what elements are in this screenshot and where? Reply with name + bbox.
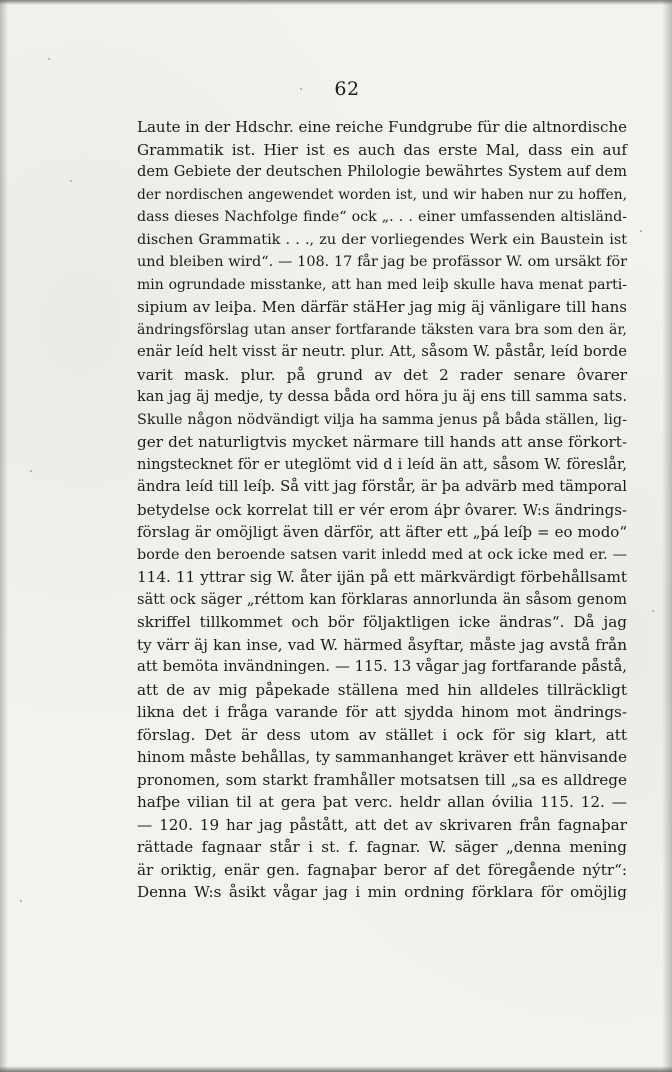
scan-speck [70,180,72,182]
text-line: Grammatik ist. Hier ist es auch das erste Mal, dass ein auf [137,140,627,159]
text-line: ningstecknet för er uteglömt vid d i leíd än att, såsom W. föreslår, [137,455,627,473]
text-line: att bemöta invändningen. — 115. 13 vågar jag fortfarande påstå, [137,658,627,675]
text-line: rättade fagnaar står i st. f. fagnar. W. säger „denna mening [137,838,627,856]
text-line: dem Gebiete der deutschen Philologie bewährtes System auf dem [137,163,627,180]
text-line: Denna W:s åsikt vågar jag i min ordning förklara för omöjlig [137,883,627,901]
text-line: att de av mig påpekade ställena med hin alldeles tillräckligt [137,680,627,699]
scan-speck [640,230,642,232]
scan-speck [20,900,22,902]
text-line: likna det i fråga varande för att sjydda hinom mot ändrings- [137,703,627,721]
scan-speck [48,58,50,60]
text-line: und bleiben wird“. — 108. 17 får jag be profässor W. om ursäkt för [137,254,627,270]
text-line: min ogrundade misstanke, att han med leiþ skulle hava menat parti- [137,276,627,293]
text-line: — 120. 19 har jag påstått, att det av skrivaren från fagnaþar [137,815,627,834]
text-line: hafþe vilian til at gera þat verc. heldr allan óvilia 115. 12. — [137,793,627,811]
body-text [137,116,627,904]
scan-edge-top [0,0,672,5]
text-line: skriffel tillkommet och bör följaktligen icke ändras“. Då jag [137,613,627,631]
text-line: betydelse ock korrelat till er vér erom áþr ôvarer. W:s ändrings- [137,500,627,519]
scan-speck [652,610,654,612]
text-line: Skulle någon nödvändigt vilja ha samma jenus på båda ställen, lig- [137,411,627,428]
text-line: dischen Grammatik . . ., zu der vorliegendes Werk ein Baustein ist [137,231,627,248]
text-line: ty värr äj kan inse, vad W. härmed åsyftar, måste jag avstå från [137,635,627,654]
text-line: der nordischen angewendet worden ist, und wir haben nur zu hoffen, [137,186,627,203]
text-line: varit mask. plur. på grund av det 2 rader senare ôvarer [137,365,627,384]
scan-edge-right [662,0,672,1072]
text-line: är oriktig, enär gen. fagnaþar beror af det föregående nýtr“: [137,860,627,879]
text-line: enär leíd helt visst är neutr. plur. Att, såsom W. påstår, leíd borde [137,343,627,360]
text-line: borde den beroende satsen varit inledd med at ock icke med er. — [137,546,627,563]
scan-edge-left [0,0,8,1072]
text-line: ger det naturligtvis mycket närmare till hands att anse förkort- [137,433,627,451]
text-line: 114. 11 yttrar sig W. åter ijän på ett märkvärdigt förbehållsamt [137,568,627,586]
text-line: hinom måste behållas, ty sammanhanget kräver ett hänvisande [137,748,627,766]
scan-speck [30,470,32,472]
text-line: sätt ock säger „réttom kan förklaras annorlunda än såsom genom [137,590,627,608]
text-line: sipium av leiþa. Men därfär stäHer jag mig äj vänligare till hans [137,298,627,316]
text-line: ändringsförslag utan anser fortfarande täksten vara bra som den är, [137,321,627,338]
scan-edge-bottom [0,1066,672,1072]
page-number: 62 [334,78,360,100]
text-line: dass dieses Nachfolge finde“ ock „. . . einer umfassenden altisländ- [137,209,627,225]
text-line: pronomen, som starkt framhåller motsatsen till „sa es alldrege [137,770,627,789]
text-line: ändra leíd till leíþ. Så vitt jag förstår, är þa advärb med tämporal [137,478,627,495]
text-line: förslag. Det är dess utom av stället i ock för sig klart, att [137,725,627,744]
text-line: Laute in der Hdschr. eine reiche Fundgrube für die altnordische [137,118,627,136]
text-line: förslag är omöjligt även därför, att äfter ett „þá leíþ = eo modo“ [137,523,627,541]
text-line: kan jag äj medje, ty dessa båda ord höra ju äj ens till samma sats. [137,388,627,405]
